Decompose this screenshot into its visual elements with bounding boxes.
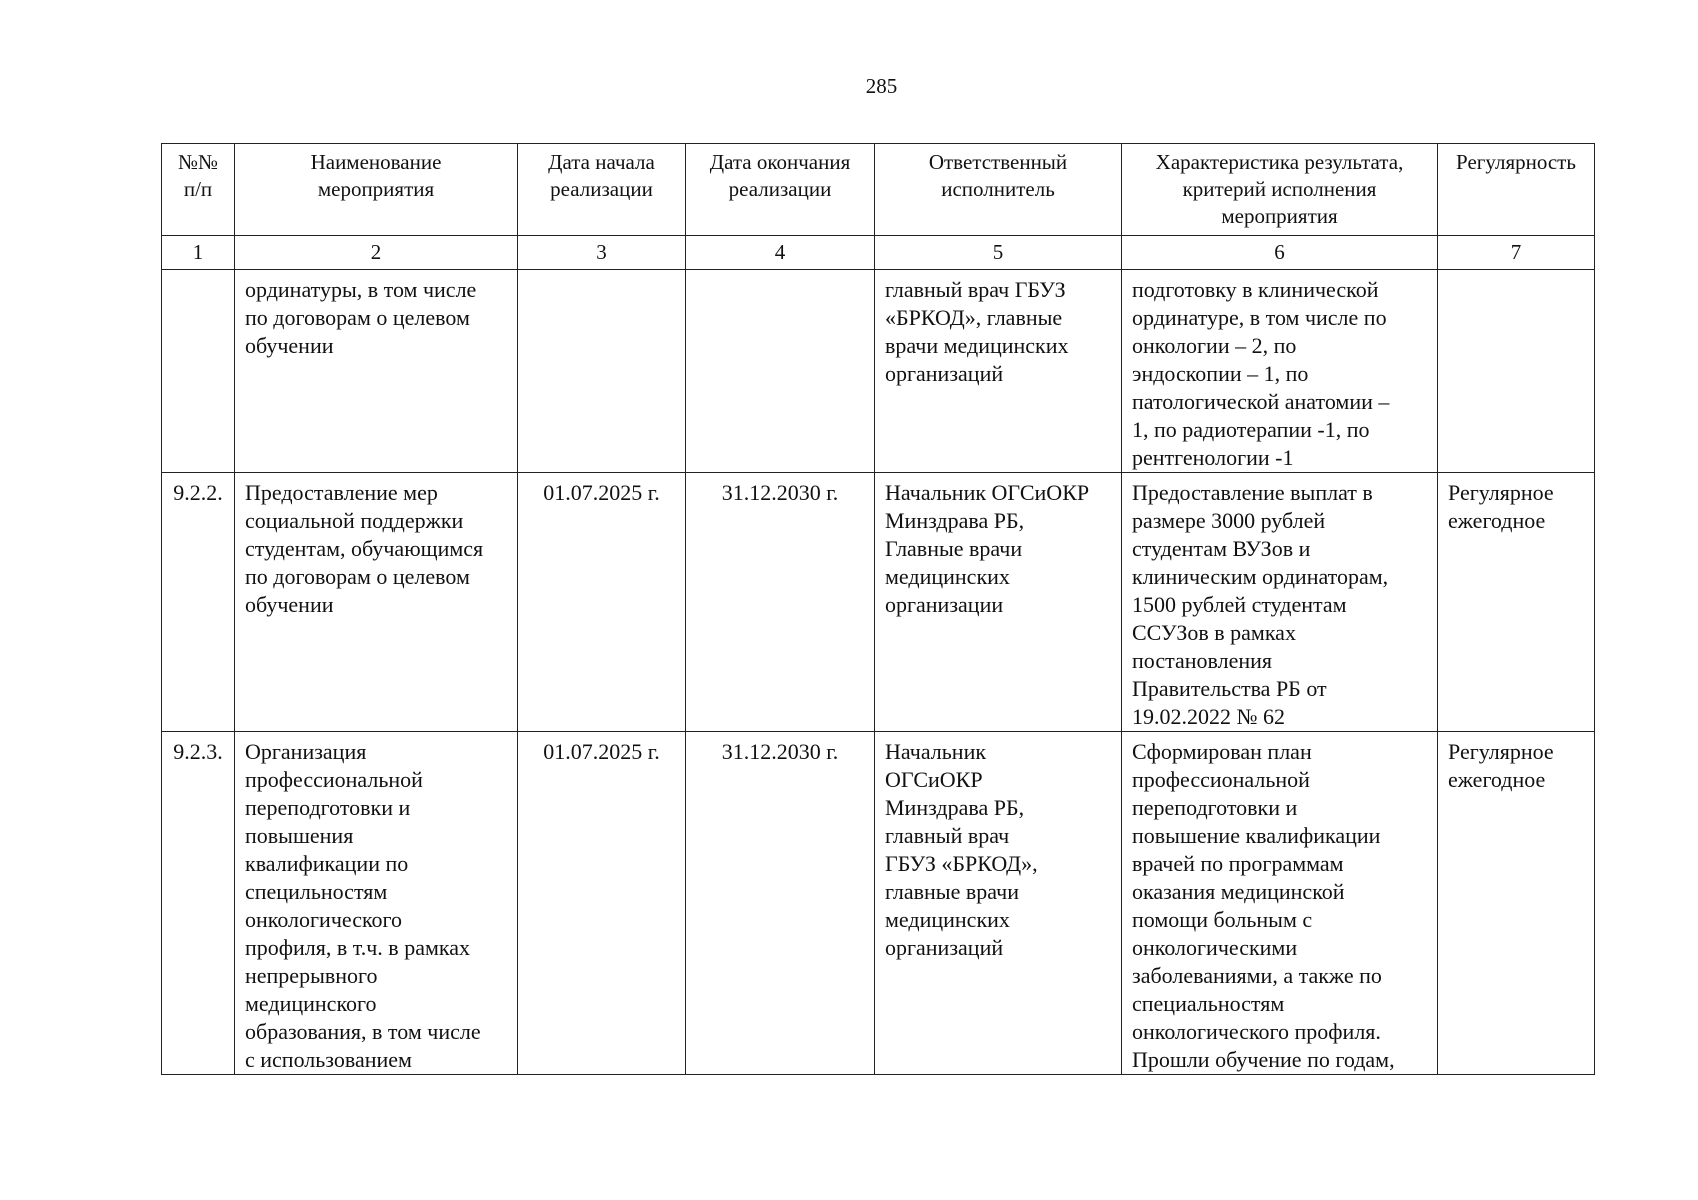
result-criteria: Сформирован план профессиональной переподготовки и повышение квалификации врачей по программам оказания медицинской помощи больным с онкологическими заболеваниями, а также по специальностям онкологического профиля. Прошли обучение по годам, <box>1122 732 1438 1075</box>
end-date <box>686 270 875 473</box>
table-row <box>162 473 1595 732</box>
row-number <box>162 270 235 473</box>
activity-name: Организация профессиональной переподготовки и повышения квалификации по специльностям онкологического профиля, в т.ч. в рамках непрерывного медицинского образования, в том числе с использованием <box>235 732 518 1075</box>
start-date <box>518 270 686 473</box>
column-number: 3 <box>518 236 686 270</box>
start-date: 01.07.2025 г. <box>518 732 686 1075</box>
column-number: 1 <box>162 236 235 270</box>
start-date: 01.07.2025 г. <box>518 473 686 732</box>
end-date: 31.12.2030 г. <box>686 473 875 732</box>
header-activity-name: Наименование мероприятия <box>235 144 518 236</box>
end-date: 31.12.2030 г. <box>686 732 875 1075</box>
responsible-executor: Начальник ОГСиОКР Минздрава РБ, главный врач ГБУЗ «БРКОД», главные врачи медицинских организаций <box>875 732 1122 1075</box>
header-result: Характеристика результата, критерий исполнения мероприятия <box>1122 144 1438 236</box>
header-start-date: Дата начала реализации <box>518 144 686 236</box>
column-number-row <box>162 236 1595 270</box>
header-responsible: Ответственный исполнитель <box>875 144 1122 236</box>
header-number: №№ п/п <box>162 144 235 236</box>
table-row <box>162 732 1595 1075</box>
header-end-date: Дата окончания реализации <box>686 144 875 236</box>
regularity: Регулярное ежегодное <box>1438 732 1595 1075</box>
header-regularity: Регулярность <box>1438 144 1595 236</box>
table-row <box>162 270 1595 473</box>
regularity: Регулярное ежегодное <box>1438 473 1595 732</box>
activity-name: Предоставление мер социальной поддержки студентам, обучающимся по договорам о целевом обучении <box>235 473 518 732</box>
column-number: 5 <box>875 236 1122 270</box>
header-row <box>162 144 1595 236</box>
result-criteria: Предоставление выплат в размере 3000 рублей студентам ВУЗов и клиническим ординаторам, 1500 рублей студентам ССУЗов в рамках постановления Правительства РБ от 19.02.2022 № 62 <box>1122 473 1438 732</box>
column-number: 7 <box>1438 236 1595 270</box>
column-number: 4 <box>686 236 875 270</box>
activity-name: ординатуры, в том числе по договорам о целевом обучении <box>235 270 518 473</box>
result-criteria: подготовку в клинической ординатуре, в том числе по онкологии – 2, по эндоскопии – 1, по патологической анатомии – 1, по радиотерапии -1, по рентгенологии -1 <box>1122 270 1438 473</box>
responsible-executor: главный врач ГБУЗ «БРКОД», главные врачи медицинских организаций <box>875 270 1122 473</box>
page-number: 285 <box>865 74 898 98</box>
responsible-executor: Начальник ОГСиОКР Минздрава РБ, Главные врачи медицинских организации <box>875 473 1122 732</box>
column-number: 6 <box>1122 236 1438 270</box>
row-number: 9.2.2. <box>162 473 235 732</box>
column-number: 2 <box>235 236 518 270</box>
row-number: 9.2.3. <box>162 732 235 1075</box>
regularity <box>1438 270 1595 473</box>
activities-table <box>161 143 1595 1075</box>
